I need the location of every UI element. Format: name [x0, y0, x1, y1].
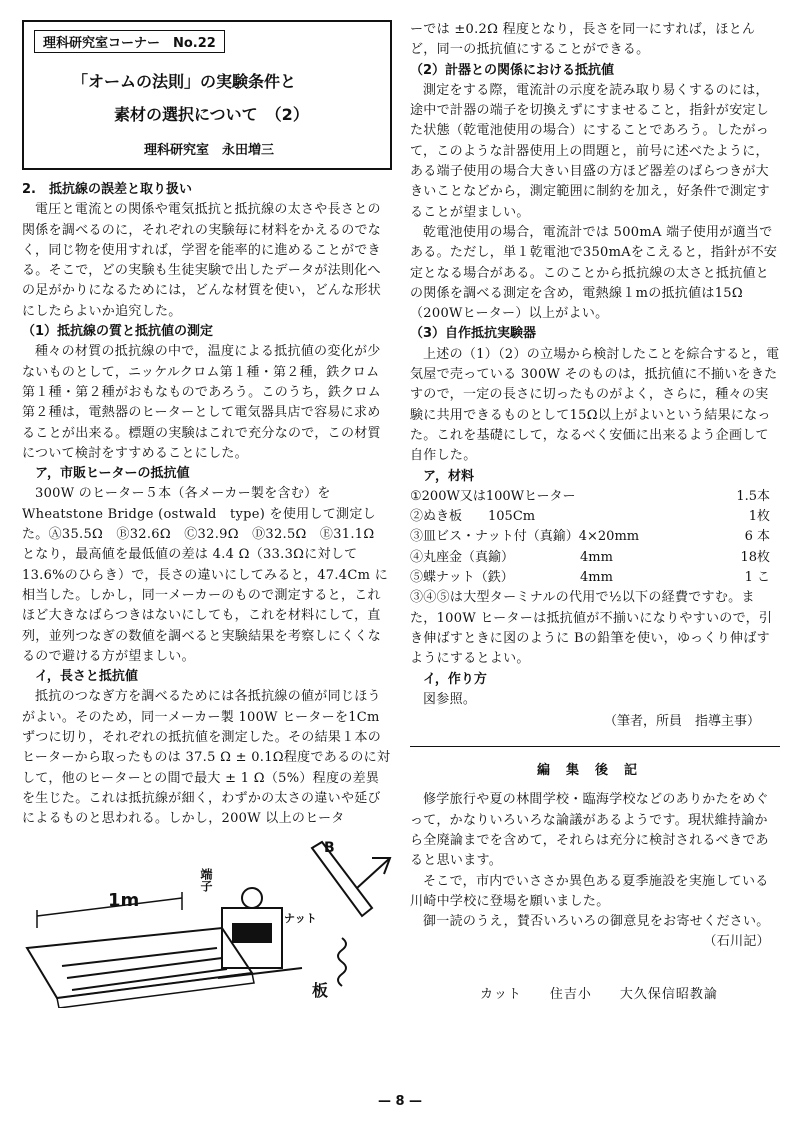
section-divider — [410, 746, 780, 747]
material-name: ④丸座金（真鍮） — [410, 549, 515, 565]
material-item — [410, 568, 780, 588]
editor-paragraph: 御一読のうえ，賛否いろいろの御意見をお寄せください。 — [423, 914, 770, 930]
paragraph: ③④⑤は大型ターミナルの代用で½以下の経費ですむ。また，100W ヒーターは抵抗値が不揃いになりやすいので，引き伸ばすときに図のように Bの鉛筆を使い，ゆっくり伸ばすようにするとよい。 — [410, 590, 773, 667]
material-name: ②ぬき板 105Cm — [410, 509, 536, 525]
figure-base-label: 板 — [312, 980, 329, 1000]
figure-b-label: B — [324, 839, 335, 856]
author-note: （筆者，所員 指導主事） — [603, 714, 760, 730]
material-item — [410, 487, 780, 507]
apparatus-drawing — [22, 838, 392, 1008]
material-item — [410, 527, 780, 547]
editor-signature: （石川記） — [703, 934, 770, 950]
paragraph: 乾電池使用の場合，電流計では 500mA 端子使用が適当である。ただし，単１乾電池で350mAをこえると，指針が不安定となる場合がある。このことから抵抗線の太さと抵抗値との関係を調べる測定を含め，電熱線１mの抵抗値は15Ω（200Wヒーター）以上がよい。 — [410, 224, 778, 322]
paragraph: ーでは ±0.2Ω 程度となり，長さを同一にすれば，ほとんど，同一の抵抗値にすることができる。 — [410, 22, 756, 58]
material-size: 4mm — [580, 570, 613, 586]
material-qty: 6 本 — [744, 529, 770, 545]
article-title-line1: 「オームの法則」の実験条件と — [72, 72, 297, 91]
subsection-heading: （2）計器との関係における抵抗値 — [410, 62, 615, 78]
paragraph: 上述の（1）（2）の立場から検討したことを綜合すると，電気屋で売っている 300W そのものは，抵抗値に不揃いをきたすので，一定の長さに切ったものがよく，さらに，種々の実験に共用できるものとして15Ω以上がよいという結果になった。これを基礎にして，なるべく安価に出来るよう企画して自作した。 — [410, 346, 780, 464]
paragraph: 300W のヒーター５本（各メーカー製を含む）をWheatstone Bridge (ostwald type) を使用して測定した。Ⓐ35.5Ω Ⓑ32.6Ω Ⓒ32.9Ω Ⓓ32.5Ω Ⓔ31.1Ω となり，最高値を最低値の差は 4.4 Ω（33.3Ωに対して13.6%のひらき）で，長さの違いにしてみると，47.4Cm に相当した。しかし，同一メーカーのもので測定すると，これほど大きなばらつきはないにしても，これを材料にして，直列，並列つなぎの数値を調べると実験結果を考察しにくくなるので避ける方が望ましい。 — [22, 486, 388, 664]
paragraph: 測定をする際，電流計の示度を読み取り易くするのには，途中で計器の端子を切換えずにすませること，指針が安定した状態（乾電池使用の場合）にすることであろう。したがって，このような計器使用上の問題と，前号に述べたように，ある端子使用の場合大きい目盛の方ほど器差のばらつきが大きいことなどから，測定範囲に制約を加え，好条件で測定することが望ましい。 — [410, 82, 770, 220]
editor-paragraph: そこで，市内でいささか異色ある夏季施設を実施している川崎中学校に登場を願いました。 — [410, 873, 769, 909]
subsection-heading: ア，材料 — [423, 468, 474, 484]
paragraph: 抵抗のつなぎ方を調べるためには各抵抗線の値が同じほうがよい。そのため，同一メーカー製 100W ヒーターを1Cmずつに切り，それぞれの抵抗値を測定した。その結果１本のヒーターから取ったものは 37.5 Ω ± 0.1Ω程度であるのに対して，他のヒーターとの間で最大 ± 1 Ω（5%）程度の差異を生じた。これは抵抗線が細く，わずかの太さの違いや延びによるものと思われる。しかし，200W 以上のヒータ — [22, 689, 391, 827]
page-number: — 8 — — [377, 1094, 423, 1109]
material-qty: 18枚 — [740, 549, 770, 565]
figure-terminal-label: 端子 — [199, 867, 213, 892]
apparatus-figure — [22, 838, 392, 1008]
subsection-heading: イ，長さと抵抗値 — [35, 669, 138, 685]
illustration-credit: カット 住吉小 大久保信昭教論 — [480, 986, 718, 1002]
paragraph: 電圧と電流との関係や電気抵抗と抵抗線の太さや長さとの関係を調べるのに，それぞれの実験毎に材料をかえるのでなく，同じ物を使用すれば，学習を能率的に進めることができる。そこで，どの実験も生徒実験で出したデータが法則化への足がかりになるためには，どんな材質を使い，どんな形状にしたらよいか追究した。 — [22, 202, 382, 319]
paragraph: 図参照。 — [423, 691, 477, 707]
figure-nut-label: ナット — [284, 911, 317, 925]
material-qty: 1 こ — [744, 570, 770, 586]
corner-tag: 理科研究室コーナー No.22 — [34, 30, 225, 53]
subsection-heading: （3）自作抵抗実験器 — [410, 326, 537, 342]
material-size: 4mm — [580, 549, 613, 565]
material-item — [410, 548, 780, 568]
article-title-line2: 素材の選択について （2） — [114, 105, 309, 124]
subsection-heading: ア，市販ヒーターの抵抗値 — [35, 466, 190, 482]
material-name: ③皿ビス・ナット付（真鍮）4×20mm — [410, 529, 640, 545]
material-qty: 1.5本 — [736, 488, 770, 504]
editor-paragraph: 修学旅行や夏の林間学校・臨海学校などのありかたをめぐって，かなりいろいろな論議があるようです。現状維持論から全廃論までを含めて，それらは充分に検討されるべきであると思います。 — [410, 792, 769, 869]
subsection-heading: イ，作り方 — [423, 671, 487, 687]
subsection-heading: （1）抵抗線の質と抵抗値の測定 — [22, 324, 214, 340]
right-column — [410, 20, 780, 1002]
figure-length-label: 1m — [108, 889, 140, 911]
materials-list — [410, 487, 780, 588]
section-heading: 2. 抵抗線の誤差と取り扱い — [22, 182, 192, 197]
material-name: ①200W又は100Wヒーター — [410, 488, 576, 504]
title-box — [22, 20, 392, 170]
author-line: 理科研究室 永田増三 — [144, 143, 275, 158]
material-qty: 1枚 — [748, 509, 770, 525]
left-column — [22, 20, 392, 1008]
material-name: ⑤蝶ナット（鉄） — [410, 570, 514, 586]
editor-note-title: 編集後記 — [536, 763, 653, 779]
material-item — [410, 507, 780, 527]
paragraph: 種々の材質の抵抗線の中で，温度による抵抗値の変化が少ないものとして，ニッケルクロム第１種・第２種，鉄クロム第１種・第２種がおもなものであろう。このうち，鉄クロム第２種は，電熱器のヒーターとして電気器具店で容易に求めることが出来る。標題の実験はこれで充分なので，この材質について検討をすすめることにした。 — [22, 344, 382, 461]
